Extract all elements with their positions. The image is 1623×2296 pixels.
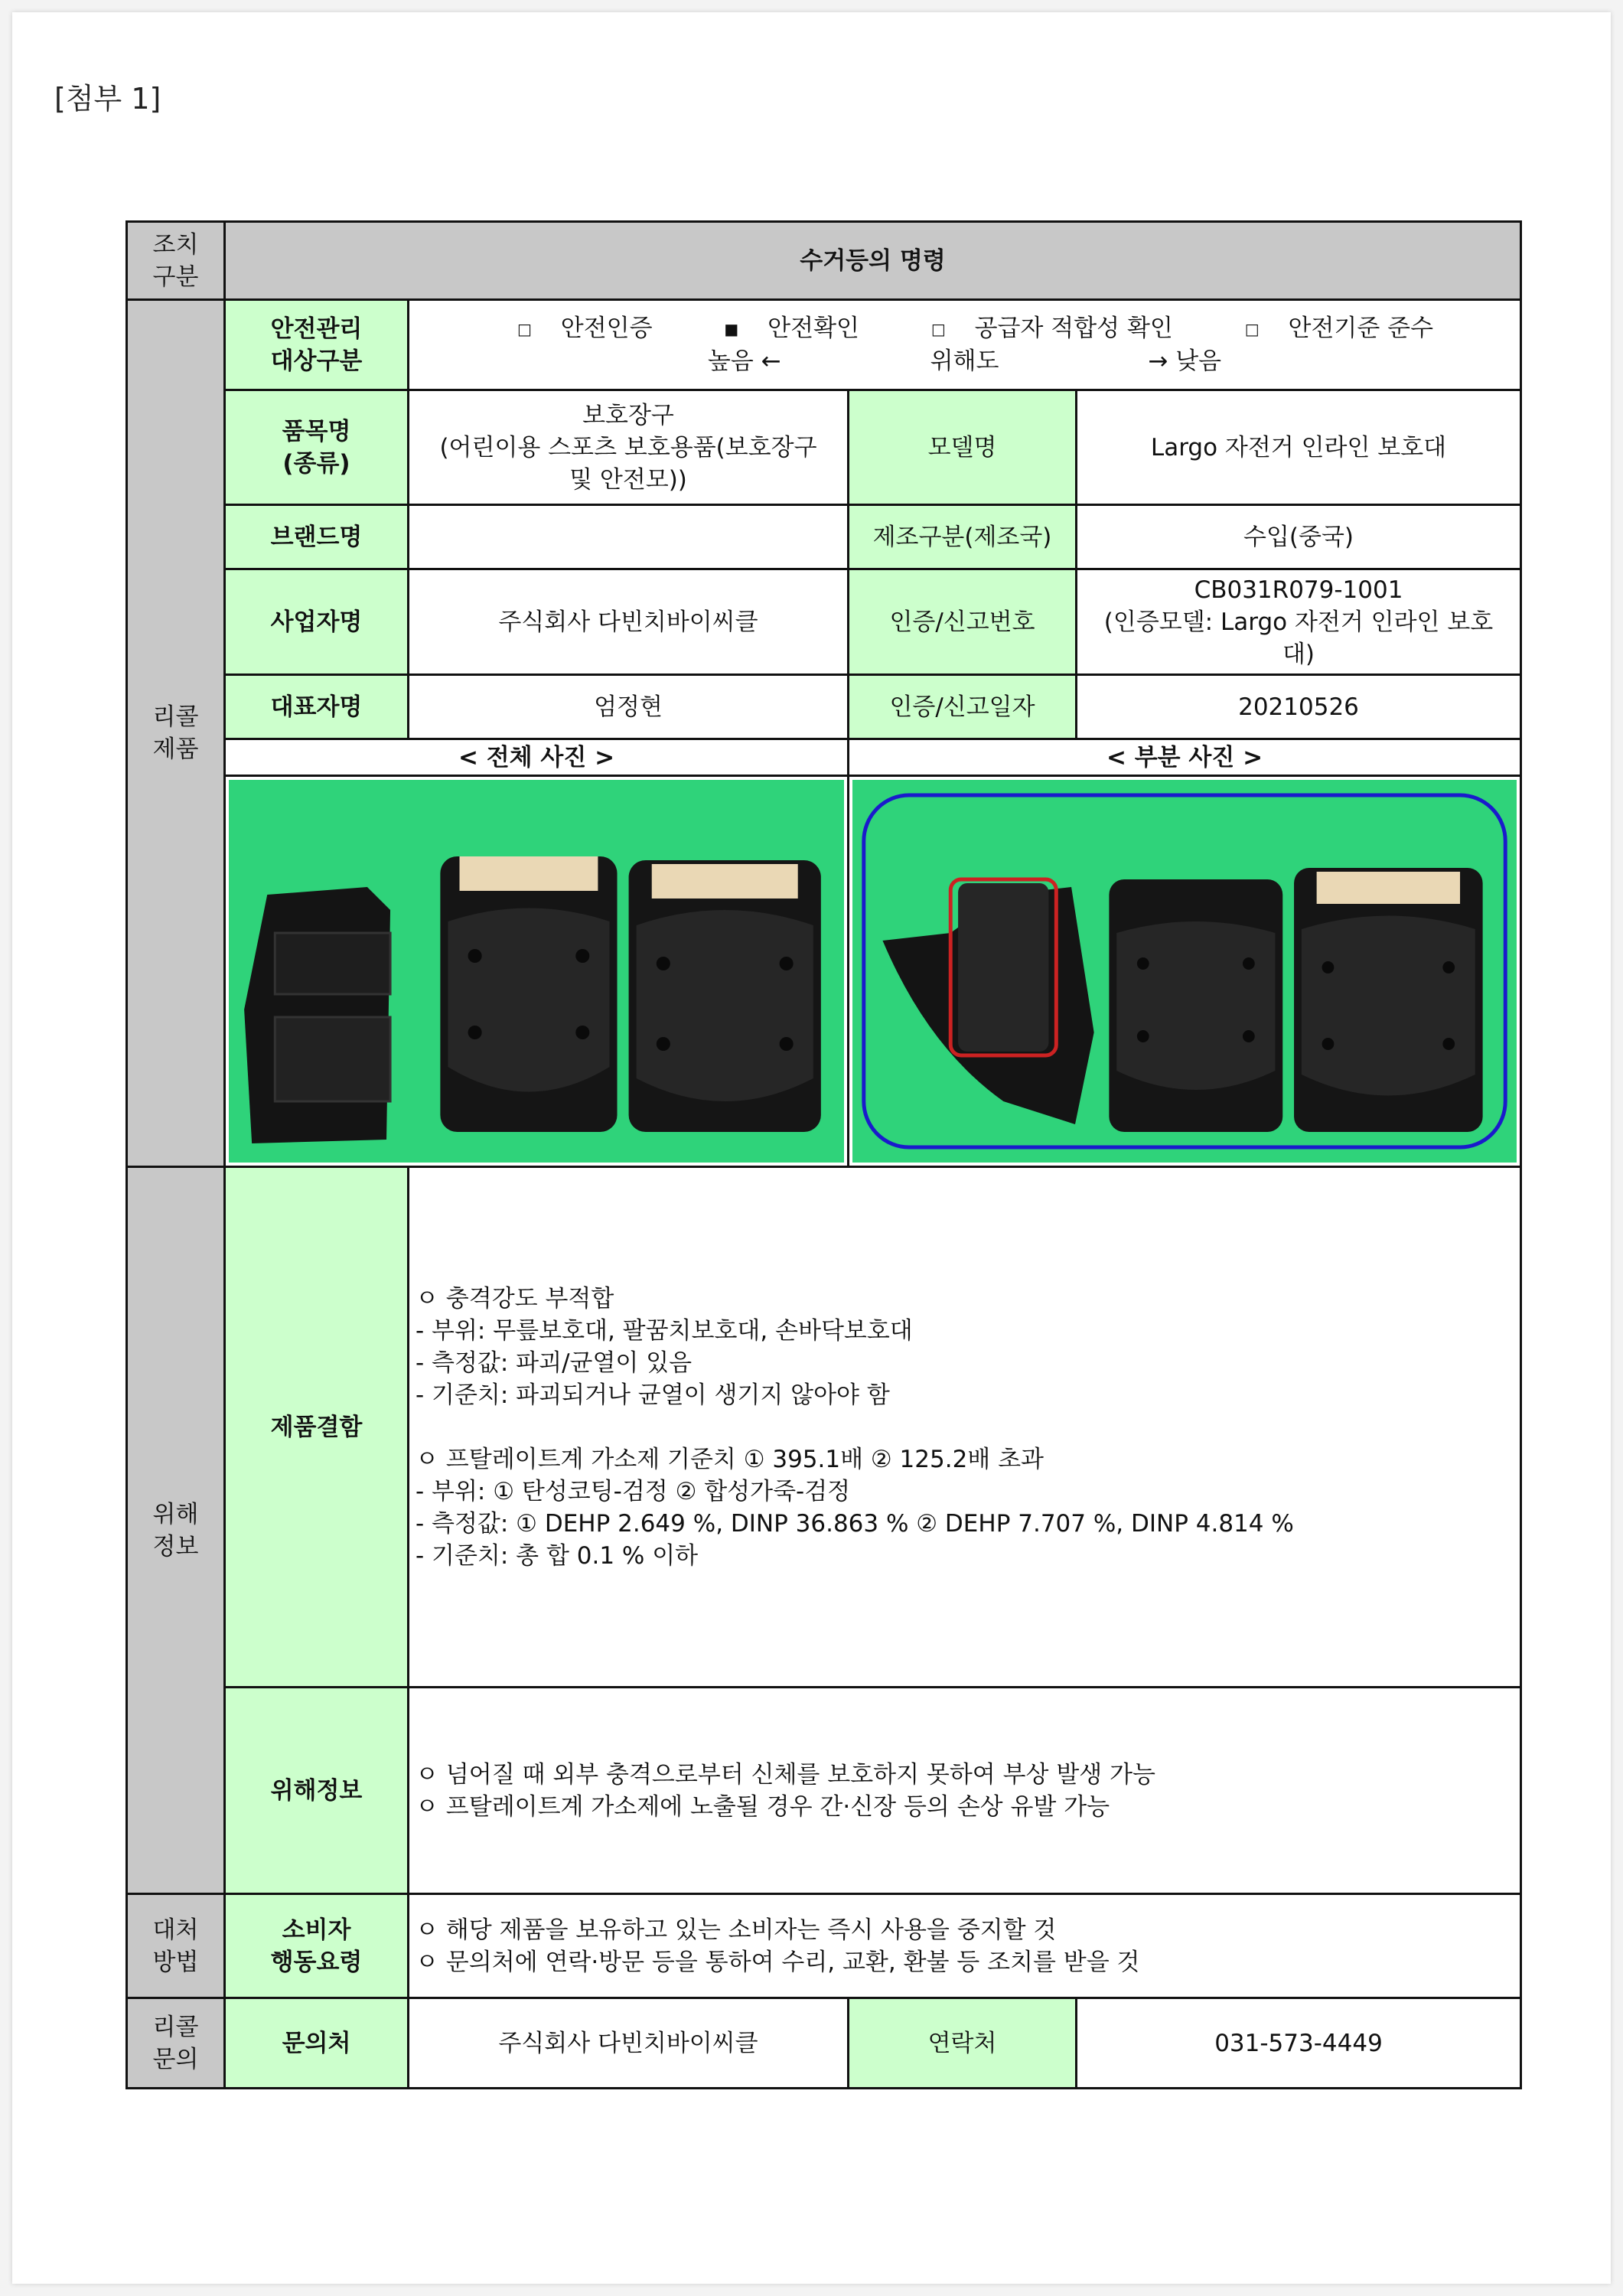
defect-line: ㅇ 충격강도 부적합 (416, 1284, 614, 1313)
phone-value: 031-573-4449 (1077, 1998, 1521, 2089)
product-defect-value (409, 1167, 1521, 1688)
company-name-label: 사업자명 (225, 569, 409, 675)
partial-photo-cell (849, 776, 1521, 1167)
company-name-value: 주식회사 다빈치바이씨클 (409, 569, 849, 675)
consumer-action-label: 소비자 행동요령 (225, 1894, 409, 1998)
defect-line-spacer (416, 1411, 1514, 1443)
hazard-info-section-label: 위해 정보 (127, 1167, 225, 1894)
action-type-label: 조치 구분 (127, 222, 225, 300)
option-safety-check: ■ 안전확인 (724, 314, 859, 342)
ceo-name-value: 엄정현 (409, 675, 849, 739)
action-title: 수거등의 명령 (225, 222, 1521, 300)
defect-line: - 기준치: 총 합 0.1 % 이하 (416, 1541, 699, 1570)
item-name-label: 품목명 (종류) (225, 390, 409, 505)
product-defect-label: 제품결함 (225, 1167, 409, 1688)
brand-name-label: 브랜드명 (225, 505, 409, 569)
inquiry-value: 주식회사 다빈치바이씨클 (409, 1998, 849, 2089)
partial-photo-caption: < 부분 사진 > (849, 739, 1521, 776)
maker-type-label: 제조구분(제조국) (849, 505, 1077, 569)
phone-label: 연락처 (849, 1998, 1077, 2089)
safety-category-label: 안전관리 대상구분 (225, 300, 409, 390)
option-supplier-conformity: □ 공급자 적합성 확인 (930, 314, 1173, 342)
model-name-value: Largo 자전거 인라인 보호대 (1077, 390, 1521, 505)
document-page (12, 12, 1611, 2284)
defect-line: ㅇ 프탈레이트계 가소제 기준치 ① 395.1배 ② 125.2배 초과 (416, 1445, 1044, 1473)
consumer-line: ㅇ 문의처에 연락·방문 등을 통하여 수리, 교환, 환불 등 조치를 받을 것 (416, 1948, 1140, 1976)
defect-line: - 측정값: ① DEHP 2.649 %, DINP 36.863 % ② DEHP 7.707 %, DINP 4.814 % (416, 1509, 1294, 1538)
recall-inquiry-section-label: 리콜 문의 (127, 1998, 225, 2089)
recall-notice-table (125, 220, 1522, 2089)
defect-line: - 부위: ① 탄성코팅-검정 ② 합성가죽-검정 (416, 1477, 851, 1505)
hazard-line: ㅇ 프탈레이트계 가소제에 노출될 경우 간·신장 등의 손상 유발 가능 (416, 1792, 1110, 1821)
consumer-action-value (409, 1894, 1521, 1998)
consumer-line: ㅇ 해당 제품을 보유하고 있는 소비자는 즉시 사용을 중지할 것 (416, 1916, 1057, 1944)
cert-date-label: 인증/신고일자 (849, 675, 1077, 739)
hazard-scale (416, 345, 1514, 377)
inquiry-label: 문의처 (225, 1998, 409, 2089)
ceo-name-label: 대표자명 (225, 675, 409, 739)
response-section-label: 대처 방법 (127, 1894, 225, 1998)
scale-low: → 낮음 (1148, 347, 1222, 376)
defect-line: - 기준치: 파괴되거나 균열이 생기지 않아야 함 (416, 1381, 890, 1409)
hazard-line: ㅇ 넘어질 때 외부 충격으로부터 신체를 보호하지 못하여 부상 발생 가능 (416, 1760, 1155, 1789)
option-safety-standard: □ 안전기준 준수 (1244, 314, 1434, 342)
full-photo-caption: < 전체 사진 > (225, 739, 849, 776)
full-photo-cell (225, 776, 849, 1167)
partial-product-photo (852, 780, 1517, 1163)
safety-options (416, 312, 1514, 346)
item-name-value: 보호장구 (어린이용 스포츠 보호용품(보호장구 및 안전모)) (409, 390, 849, 505)
attachment-label: [첨부 1] (54, 82, 161, 116)
hazard-info-label: 위해정보 (225, 1688, 409, 1894)
maker-type-value: 수입(중국) (1077, 505, 1521, 569)
recall-product-section-label: 리콜 제품 (127, 300, 225, 1167)
defect-line: - 측정값: 파괴/균열이 있음 (416, 1349, 693, 1377)
safety-category-value (409, 300, 1521, 390)
brand-name-value (409, 505, 849, 569)
defect-line: - 부위: 무릎보호대, 팔꿈치보호대, 손바닥보호대 (416, 1316, 913, 1345)
full-product-photo (229, 780, 844, 1163)
option-safety-cert: □ 안전인증 (517, 314, 653, 342)
scale-high: 높음 ← (707, 347, 781, 376)
cert-number-label: 인증/신고번호 (849, 569, 1077, 675)
scale-mid: 위해도 (930, 347, 999, 376)
cert-date-value: 20210526 (1077, 675, 1521, 739)
hazard-info-value (409, 1688, 1521, 1894)
model-name-label: 모델명 (849, 390, 1077, 505)
cert-number-value: CB031R079-1001 (인증모델: Largo 자전거 인라인 보호 대) (1077, 569, 1521, 675)
